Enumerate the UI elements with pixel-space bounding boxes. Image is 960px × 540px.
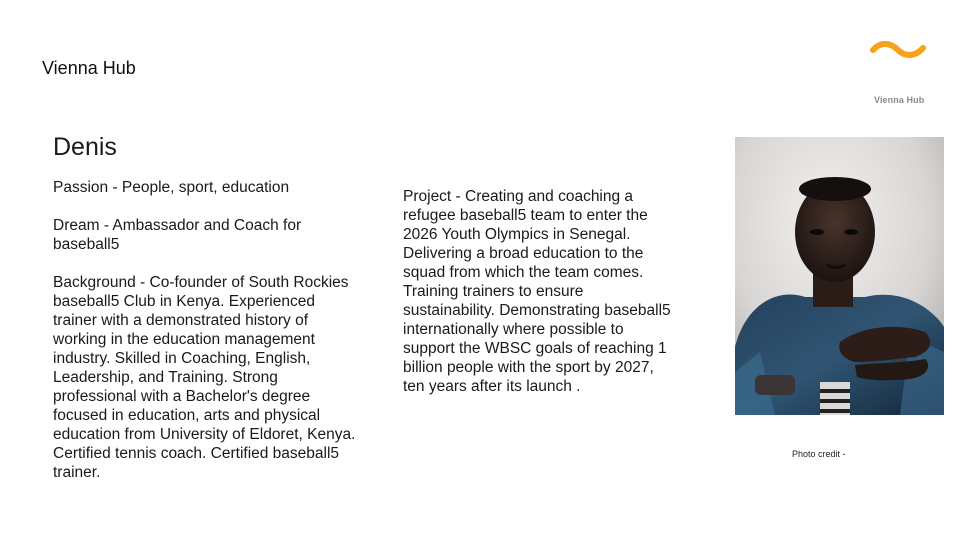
portrait-photo — [735, 137, 944, 415]
profile-details — [53, 178, 363, 482]
portrait-illustration — [735, 137, 944, 415]
logo-text: Vienna Hub — [874, 95, 925, 105]
project-section — [403, 187, 671, 396]
hub-title: Vienna Hub — [42, 58, 136, 78]
person-name: Denis — [53, 133, 117, 161]
vienna-hub-logo — [866, 40, 930, 108]
dream-text: Dream - Ambassador and Coach for baseball5 — [53, 217, 302, 253]
passion-text: Passion - People, sport, education — [53, 179, 290, 196]
background-text: Background - Co-founder of South Rockies baseball5 Club in Kenya. Experienced trainer with a demonstrated history of working in the education management industry. Skilled in Coaching, English, Leadership, and Training. Strong professional with a Bachelor's degree focused in education, arts and physical education from University of Eldoret, Kenya. Certified tennis coach. Certified baseball5 trainer. — [53, 274, 356, 481]
project-text: Project - Creating and coaching a refugee baseball5 team to enter the 2026 Youth Olympics in Senegal. Delivering a broad education to the squad from which the team comes. Training trainers to ensure sustainability. Demonstrating baseball5 internationally where possible to support the WBSC goals of reaching 1 billion people with the sport by 2027, ten years after its launch . — [403, 188, 671, 395]
wave-logo-icon — [870, 40, 926, 60]
photo-credit: Photo credit - — [792, 449, 846, 459]
